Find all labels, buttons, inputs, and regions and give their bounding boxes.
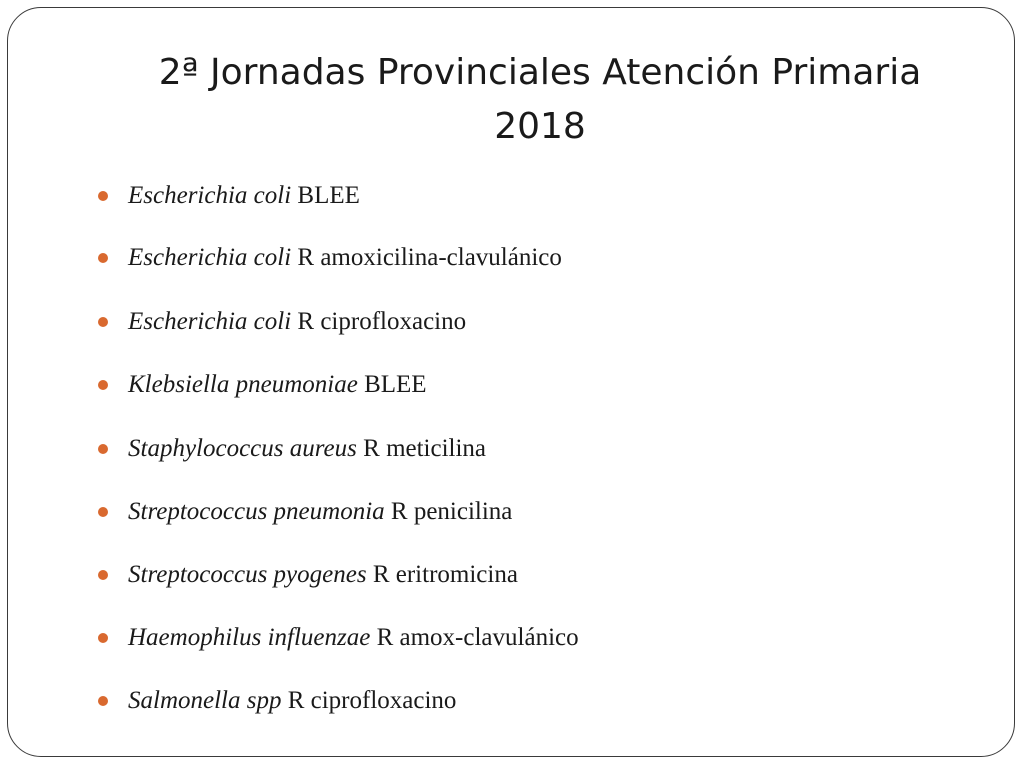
resistance-label: R meticilina	[363, 435, 487, 462]
species-name: Escherichia coli	[128, 244, 292, 271]
resistance-label: BLEE	[364, 371, 427, 398]
resistance-label: R eritromicina	[372, 561, 518, 588]
list-item-text	[128, 308, 466, 336]
list-item	[98, 305, 466, 339]
bullet-dot-icon	[98, 444, 108, 454]
species-name: Klebsiella pneumoniae	[128, 371, 358, 398]
list-item-text	[128, 561, 518, 589]
species-name: Streptococcus pyogenes	[128, 561, 367, 588]
list-item	[98, 179, 360, 213]
bullet-dot-icon	[98, 253, 108, 263]
species-name: Haemophilus influenzae	[128, 624, 371, 651]
slide-title	[95, 46, 985, 154]
resistance-label: R ciprofloxacino	[297, 308, 467, 335]
species-name: Staphylococcus aureus	[128, 435, 357, 462]
list-item-text	[128, 371, 427, 399]
list-item-text	[128, 182, 360, 210]
bullet-dot-icon	[98, 317, 108, 327]
bullet-dot-icon	[98, 380, 108, 390]
list-item-text	[128, 498, 512, 526]
list-item-text	[128, 435, 486, 463]
title-line-1: 2ª Jornadas Provinciales Atención Primaria	[158, 52, 922, 93]
list-item	[98, 684, 456, 718]
list-item-text	[128, 687, 456, 715]
list-item	[98, 621, 579, 655]
resistance-label: R amoxicilina-clavulánico	[297, 244, 562, 271]
species-name: Escherichia coli	[128, 182, 292, 209]
list-item	[98, 241, 562, 275]
resistance-label: R amox-clavulánico	[376, 624, 579, 651]
list-item	[98, 432, 486, 466]
list-item	[98, 495, 512, 529]
bullet-dot-icon	[98, 191, 108, 201]
list-item	[98, 368, 427, 402]
bullet-dot-icon	[98, 633, 108, 643]
species-name: Salmonella spp	[128, 687, 282, 714]
title-line-2: 2018	[494, 106, 586, 147]
species-name: Streptococcus pneumonia	[128, 498, 385, 525]
species-name: Escherichia coli	[128, 308, 292, 335]
list-item	[98, 558, 518, 592]
bullet-dot-icon	[98, 696, 108, 706]
resistance-label: R penicilina	[390, 498, 513, 525]
resistance-label: R ciprofloxacino	[287, 687, 457, 714]
resistance-label: BLEE	[297, 182, 360, 209]
bullet-dot-icon	[98, 570, 108, 580]
list-item-text	[128, 244, 562, 272]
list-item-text	[128, 624, 579, 652]
bullet-dot-icon	[98, 507, 108, 517]
